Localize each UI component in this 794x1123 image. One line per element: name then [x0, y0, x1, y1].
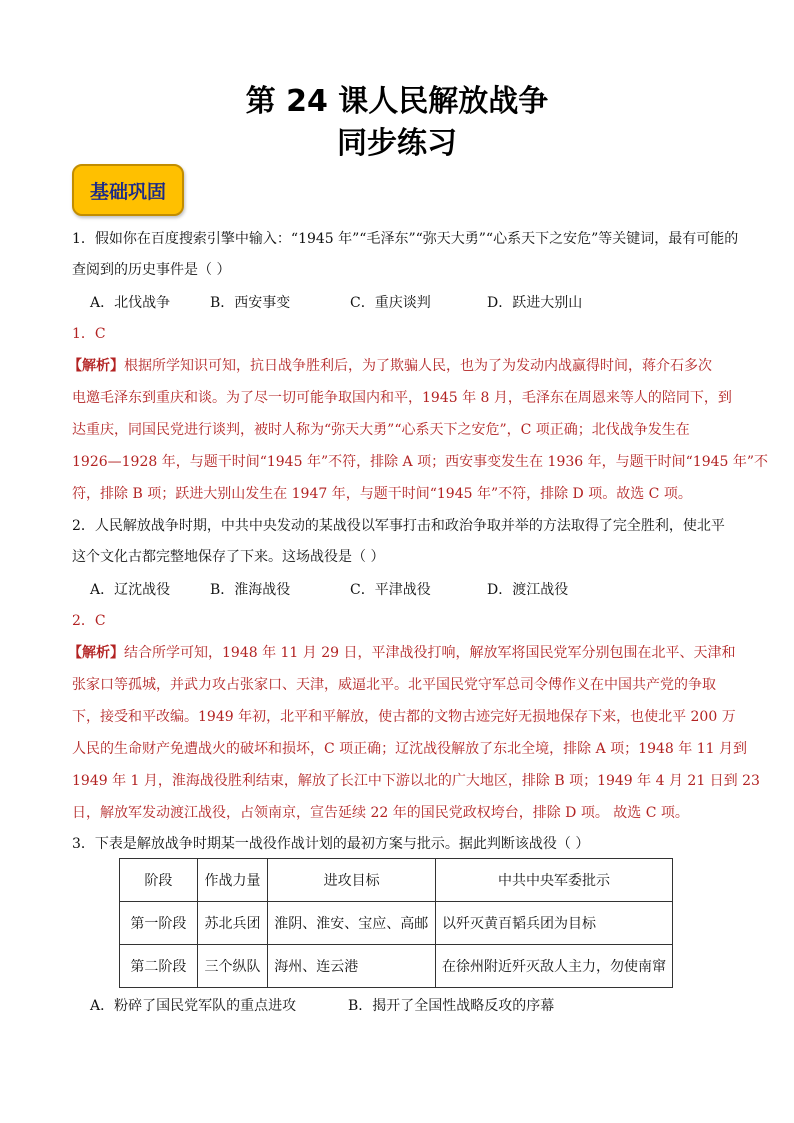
q2-analysis-text1: 结合所学可知，1948 年 11 月 29 日，平津战役打响，解放军将国民党军分别包围在北平、天津和: [124, 645, 736, 661]
table-header-row: [120, 859, 673, 902]
q1-option-a: A．北伐战争: [90, 295, 171, 311]
table-cell: 苏北兵团: [197, 902, 267, 945]
q2-option-b: B．淮海战役: [210, 582, 291, 598]
q1-option-d: D．跃进大别山: [487, 295, 583, 311]
q3-option-a: A．粉碎了国民党军队的重点进攻: [90, 998, 297, 1014]
table-cell: 在徐州附近歼灭敌人主力，勿使南窜: [436, 945, 673, 988]
table-header-cell: 作战力量: [197, 859, 267, 902]
q1-analysis-tag: 【解析】: [68, 358, 124, 374]
q1-stem-line1: 1．假如你在百度搜索引擎中输入：“1945 年”“毛泽东”“弥天大勇”“心系天下之安危”等关键词，最有可能的: [72, 231, 739, 247]
table-cell: 第一阶段: [120, 902, 198, 945]
q1-stem-line2: 查阅到的历史事件是（ ）: [72, 262, 231, 278]
page-subtitle: 同步练习: [337, 126, 457, 161]
table-cell: 淮阴、淮安、宝应、高邮: [268, 902, 436, 945]
q2-analysis-tag: 【解析】: [68, 645, 124, 661]
q2-analysis-line5: 1949 年 1 月，淮海战役胜利结束，解放了长江中下游以北的广大地区，排除 B 项；1949 年 4 月 21 日到 23: [72, 773, 760, 789]
q3-option-b: B．揭开了全国性战略反攻的序幕: [348, 998, 555, 1014]
q1-analysis-line1: [68, 356, 728, 376]
q2-analysis-line6: 日，解放军发动渡江战役，占领南京，宣告延续 22 年的国民党政权垮台，排除 D 项。 故选 C 项。: [72, 805, 689, 821]
table-header-cell: 阶段: [120, 859, 198, 902]
table-header-cell: 中共中央军委批示: [436, 859, 673, 902]
table-cell: 海州、连云港: [268, 945, 436, 988]
battle-plan-table: [119, 858, 673, 988]
table-row: [120, 945, 673, 988]
q1-analysis-line4: 1926—1928 年，与题干时间“1945 年”不符，排除 A 项；西安事变发生在 1936 年，与题干时间“1945 年”不: [72, 454, 769, 470]
q2-stem-line2: 这个文化古都完整地保存了下来。这场战役是（ ）: [72, 549, 385, 565]
q1-analysis-line2: 电邀毛泽东到重庆和谈。为了尽一切可能争取国内和平，1945 年 8 月，毛泽东在周恩来等人的陪同下，到: [72, 390, 732, 406]
table-cell: 三个纵队: [197, 945, 267, 988]
q2-stem-line1: 2．人民解放战争时期，中共中央发动的某战役以军事打击和政治争取并举的方法取得了完全胜利，使北平: [72, 518, 725, 534]
table-cell: 第二阶段: [120, 945, 198, 988]
q1-option-c: C．重庆谈判: [350, 295, 431, 311]
q1-option-b: B．西安事变: [210, 295, 291, 311]
table-row: [120, 902, 673, 945]
q2-analysis-line2: 张家口等孤城，并武力攻占张家口、天津，威逼北平。北平国民党守军总司令傅作义在中国共产党的争取: [72, 677, 716, 693]
q1-analysis-line5: 符，排除 B 项；跃进大别山发生在 1947 年，与题干时间“1945 年”不符，排除 D 项。故选 C 项。: [72, 486, 692, 502]
table-cell: 以歼灭黄百韬兵团为目标: [436, 902, 673, 945]
q2-option-a: A．辽沈战役: [90, 582, 171, 598]
page-title: 第 24 课人民解放战争: [245, 84, 549, 119]
q2-analysis-line1: [68, 643, 736, 663]
q3-stem: 3．下表是解放战争时期某一战役作战计划的最初方案与批示。据此判断该战役（ ）: [72, 836, 590, 852]
q2-analysis-line3: 下，接受和平改编。1949 年初，北平和平解放，使古都的文物古迹完好无损地保存下来，也使北平 200 万: [72, 709, 736, 725]
q1-analysis-line3: 达重庆，同国民党进行谈判，被时人称为“弥天大勇”“心系天下之安危”，C 项正确；北伐战争发生在: [72, 422, 690, 438]
table-header-cell: 进攻目标: [268, 859, 436, 902]
q2-answer: 2．C: [72, 613, 106, 629]
q1-analysis-text1: 根据所学知识可知，抗日战争胜利后，为了欺骗人民，也为了为发动内战赢得时间，蒋介石多次: [124, 358, 712, 374]
q2-option-d: D．渡江战役: [487, 582, 569, 598]
section-badge: 基础巩固: [72, 164, 184, 216]
q2-option-c: C．平津战役: [350, 582, 431, 598]
q2-analysis-line4: 人民的生命财产免遭战火的破坏和损坏，C 项正确；辽沈战役解放了东北全境，排除 A 项；1948 年 11 月到: [72, 741, 747, 757]
q1-answer: 1．C: [72, 326, 106, 342]
